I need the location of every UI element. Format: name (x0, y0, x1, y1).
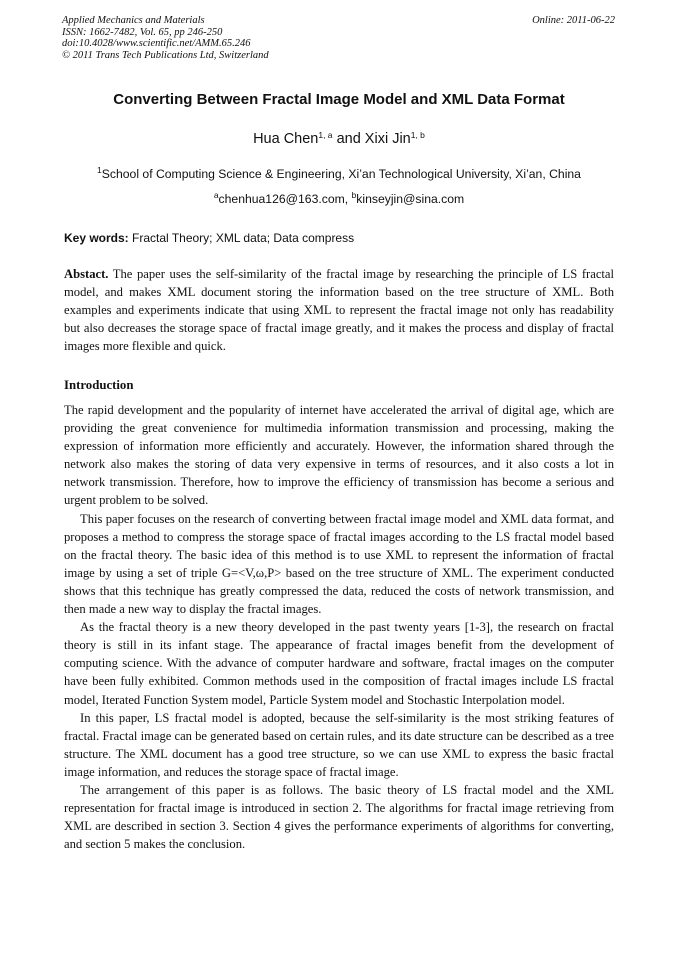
author-name: Xixi Jin (364, 131, 411, 147)
abstract-paragraph (64, 265, 614, 355)
affiliation (30, 166, 648, 182)
author-sup: 1, b (410, 130, 425, 140)
email-sup: b (351, 190, 357, 200)
body-paragraph: As the fractal theory is a new theory developed in the past twenty years [1-3], the research on fractal theory is still in its infant stage. The appearance of fractal images benefit from the development of computing science. With the advance of computer hardware and software, fractal images on the computer have been fully exhibited. Common methods used in the composition of fractal images include LS fractal model, Iterated Function System model, Particle System model and Stochastic Interpolation model. (64, 620, 614, 707)
keywords (64, 230, 614, 246)
section-heading-introduction: Introduction (64, 378, 134, 392)
body-paragraph: The arrangement of this paper is as follows. The basic theory of LS fractal model and the XML representation for fractal image is introduced in section 2. The algorithms for fractal image retrieving from XML are described in section 3. Section 4 gives the performance experiments of algorithms for converting, and section 5 makes the conclusion. (64, 782, 614, 852)
affiliation-text: School of Computing Science & Engineering, Xi’an Technological University, Xi’an, China (101, 167, 581, 181)
abstract-label: Abstact. (64, 267, 109, 281)
email-link: chenhua126@163.com, (218, 192, 352, 206)
keywords-text: Fractal Theory; XML data; Data compress (128, 231, 355, 245)
author-name: Hua Chen (253, 131, 319, 147)
abstract (64, 265, 614, 355)
email-line (30, 191, 648, 207)
author-line (40, 130, 638, 148)
journal-name: Applied Mechanics and Materials (62, 15, 205, 26)
paper-title: Converting Between Fractal Image Model and XML Data Format (113, 91, 565, 108)
copyright-line: © 2011 Trans Tech Publications Ltd, Switzerland (62, 49, 269, 61)
email-link: kinseyjin@sina.com (356, 192, 465, 206)
doi-line: doi:10.4028/www.scientific.net/AMM.65.246 (62, 38, 251, 50)
email-sup: a (213, 190, 219, 200)
introduction-body (64, 401, 614, 853)
affiliation-sup: 1 (97, 165, 102, 175)
body-paragraph: This paper focuses on the research of converting between fractal image model and XML data format, and proposes a method to compress the storage space of fractal images according to the LS fractal model based on the fractal theory. The basic idea of this method is to use XML to represent the information of fractal image by using a set of triple G=<V,ω,P> based on the tree structure of XML. The experiment conducted shows that this technique has greatly compressed the data, reduced the costs of network transmission, and then made a new way to display the fractal images. (64, 511, 614, 617)
keywords-label: Key words: (64, 231, 129, 245)
abstract-text: The paper uses the self-similarity of the fractal image by researching the principle of LS fractal model, and makes XML document storing the information based on the tree structure of XML. Both examples and experiments indicate that using XML to represent the fractal image not only has readability but also decreases the storage space of fractal image greatly, and it makes the process and display of fractal images more flexible and quick. (64, 267, 614, 354)
journal-header (62, 15, 482, 61)
author-sup: 1, a (318, 130, 333, 140)
body-paragraph: In this paper, LS fractal model is adopted, because the self-similarity is the most striking features of fractal. Fractal image can be generated based on certain rules, and its date structure can be described as a tree structure. The XML document has a good tree structure, so we can use XML to express the basic fractal image information, and reduces the storage space of fractal image. (64, 710, 615, 779)
body-paragraph: The rapid development and the popularity of internet have accelerated the arrival of digital age, which are providing the great convenience for multimedia information transmission and processing, making the expression of information more efficiently and accurately. However, the information shared through the network also makes the storing of data very expensive in terms of resources, and it also costs a lot in network transmission. Therefore, how to improve the efficiency of transmission has become a serious and urgent problem to be solved. (64, 403, 614, 508)
online-date: Online: 2011-06-22 (532, 15, 615, 26)
issn-line: ISSN: 1662-7482, Vol. 65, pp 246-250 (62, 26, 223, 38)
author-join: and (332, 131, 365, 147)
